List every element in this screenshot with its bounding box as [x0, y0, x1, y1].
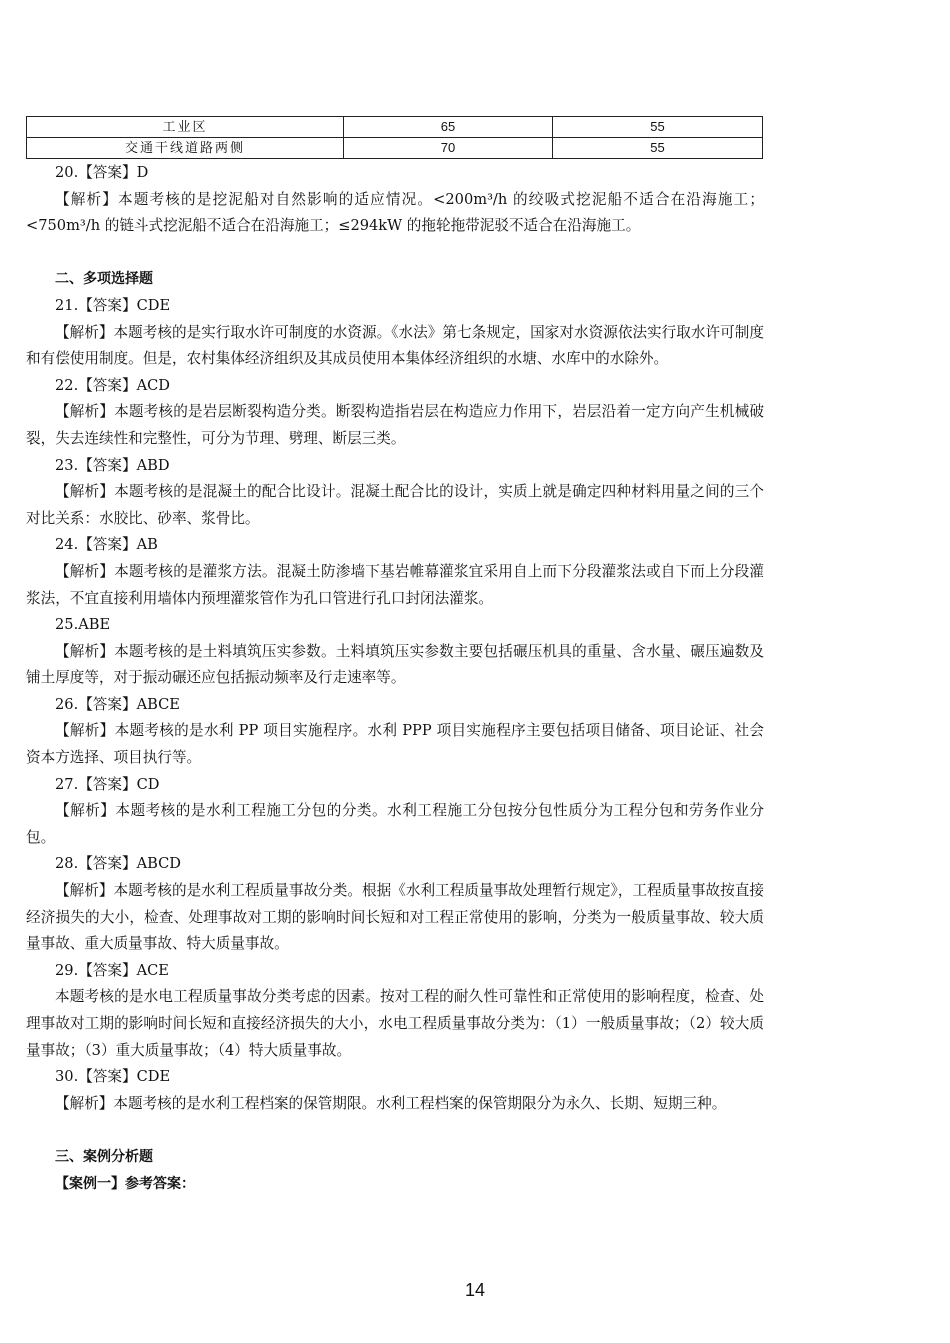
analysis-paragraph: 【解析】本题考核的是混凝土的配合比设计。混凝土配合比的设计，实质上就是确定四种材料用量之间的三个对比关系：水胶比、砂率、浆骨比。 — [26, 483, 764, 527]
answer-line: 29.【答案】ACE — [55, 961, 169, 979]
analysis-paragraph: 【解析】本题考核的是水利工程施工分包的分类。水利工程施工分包按分包性质分为工程分包和劳务作业分包。 — [26, 802, 764, 846]
answer-line: 25.ABE — [55, 616, 111, 634]
analysis-paragraph: 【解析】本题考核的是水利工程质量事故分类。根据《水利工程质量事故处理暂行规定》，工程质量事故按直接经济损失的大小，检查、处理事故对工期的影响时间长短和对工程正常使用的影响，分类为一般质量事故、较大质量事故、重大质量事故、特大质量事故。 — [26, 882, 764, 953]
answer-line: 23.【答案】ABD — [55, 456, 170, 474]
table-cell: 55 — [553, 138, 763, 159]
table-cell: 65 — [344, 117, 553, 138]
table-cell: 55 — [553, 117, 763, 138]
case-heading: 【案例一】参考答案： — [55, 1175, 195, 1192]
analysis-paragraph: 【解析】本题考核的是实行取水许可制度的水资源。《水法》第七条规定，国家对水资源依法实行取水许可制度和有偿使用制度。但是，农村集体经济组织及其成员使用本集体经济组织的水塘、水库中的水除外。 — [26, 323, 764, 368]
answer-line: 21.【答案】CDE — [55, 296, 171, 314]
page-number: 14 — [464, 1280, 486, 1300]
table-cell: 70 — [344, 138, 553, 159]
answer-line: 26.【答案】ABCE — [55, 695, 180, 713]
noise-standard-table — [26, 116, 763, 159]
table-row — [27, 117, 763, 138]
answer-line: 30.【答案】CDE — [55, 1068, 171, 1086]
analysis-paragraph: 本题考核的是水电工程质量事故分类考虑的因素。按对工程的耐久性可靠性和正常使用的影响程度，检查、处理事故对工期的影响时间长短和直接经济损失的大小，水电工程质量事故分类为：（1）一般质量事故；（2）较大质量事故；（3）重大质量事故；（4）特大质量事故。 — [26, 988, 764, 1059]
analysis-paragraph: 【解析】本题考核的是水利 PP 项目实施程序。水利 PPP 项目实施程序主要包括项目储备、项目论证、社会资本方选择、项目执行等。 — [26, 722, 764, 767]
answer-line: 22.【答案】ACD — [55, 376, 170, 394]
analysis-paragraph: 【解析】本题考核的是水利工程档案的保管期限。水利工程档案的保管期限分为永久、长期、短期三种。 — [55, 1094, 727, 1112]
table-cell: 工业区 — [27, 117, 344, 138]
table-cell: 交通干线道路两侧 — [27, 138, 344, 159]
section-heading: 三、案例分析题 — [55, 1148, 153, 1165]
analysis-paragraph: 【解析】本题考核的是岩层断裂构造分类。断裂构造指岩层在构造应力作用下，岩层沿着一定方向产生机械破裂，失去连续性和完整性，可分为节理、劈理、断层三类。 — [26, 403, 764, 447]
answer-line: 24.【答案】AB — [55, 536, 158, 554]
document-body — [26, 160, 764, 1197]
analysis-paragraph: 【解析】本题考核的是挖泥船对自然影响的适应情况。<200m³/h 的绞吸式挖泥船不适合在沿海施工；<750m³/h 的链斗式挖泥船不适合在沿海施工；≤294kW 的拖轮拖带泥驳不适合在沿海施工。 — [26, 190, 764, 235]
analysis-paragraph: 【解析】本题考核的是灌浆方法。混凝土防渗墙下基岩帷幕灌浆宜采用自上而下分段灌浆法或自下而上分段灌浆法，不宜直接利用墙体内预埋灌浆管作为孔口管进行孔口封闭法灌浆。 — [26, 562, 764, 607]
section-heading: 二、多项选择题 — [55, 271, 153, 288]
answer-line: 27.【答案】CD — [55, 775, 160, 793]
table-row — [27, 138, 763, 159]
answer-line: 28.【答案】ABCD — [55, 855, 181, 873]
analysis-paragraph: 【解析】本题考核的是土料填筑压实参数。土料填筑压实参数主要包括碾压机具的重量、含水量、碾压遍数及铺土厚度等，对于振动碾还应包括振动频率及行走速率等。 — [26, 642, 764, 687]
answer-line: 20.【答案】D — [55, 164, 149, 181]
